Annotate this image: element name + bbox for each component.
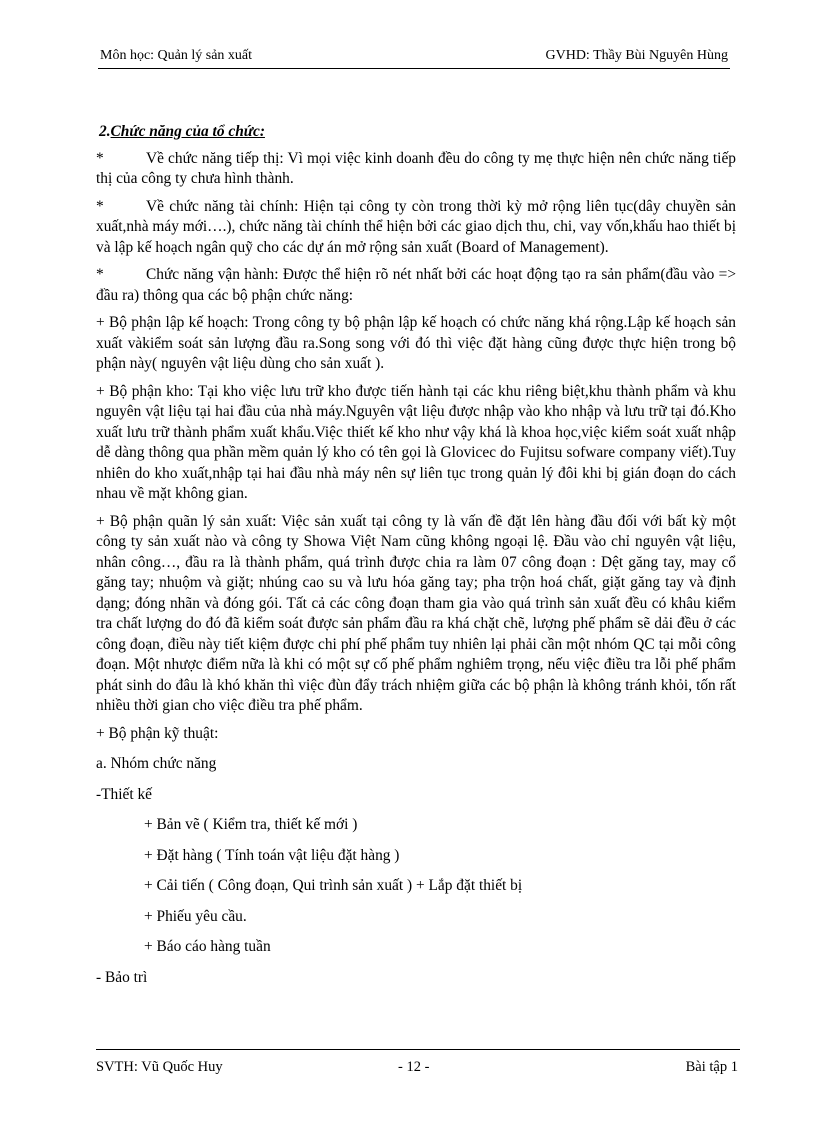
bullet-marker: * bbox=[96, 266, 104, 283]
list-item: -Thiết kế bbox=[96, 785, 152, 803]
page-number: - 12 - bbox=[398, 1059, 430, 1075]
footer-assignment: Bài tập 1 bbox=[685, 1059, 738, 1075]
sub-list-item: + Phiếu yêu cầu. bbox=[144, 907, 247, 925]
paragraph bbox=[96, 149, 736, 190]
sub-list-item: + Báo cáo hàng tuần bbox=[144, 938, 271, 955]
paragraph-text: + Bộ phận kho: Tại kho việc lưu trữ kho được tiến hành tại các khu riêng biệt,khu thành phẩm và khu nguyên vật liệu tại hai đầu của nhà máy.Nguyên vật liệu được nhập vào kho nhập và lưu trữ tại đó.Kho xuất lưu trữ thành phẩm xuất khẩu.Việc thiết kế kho như vậy khá là khoa học,việc kiểm soát xuất nhập dễ dàng thông qua phần mềm quản lý kho có tên gọi là Glovicec do Fujitsu sofware company viết).Tuy nhiên do kho xuất,nhập tại hai đầu nhà máy nên sự liên tục trong quản lý đôi khi bị gián đoạn do cách nhau về mặt không gian. bbox=[96, 382, 736, 502]
list-item: a. Nhóm chức năng bbox=[96, 755, 217, 772]
list-item: - Bảo trì bbox=[96, 968, 148, 986]
paragraph bbox=[96, 512, 736, 717]
paragraph-text: + Bộ phận lập kế hoạch: Trong công ty bộ phận lập kế hoạch có chức năng khá rộng.Lập kế hoạch sản xuất vàkiểm soát sản lượng đầu ra.Song song với đó thì việc đặt hàng cũng được thực hiện trong bộ phận này( nguyên vật liệu dùng cho sản xuất ). bbox=[96, 314, 736, 372]
bullet-marker: * bbox=[96, 149, 104, 167]
list-item: + Bộ phận kỹ thuật: bbox=[96, 724, 219, 742]
sub-list-item: + Bản vẽ ( Kiểm tra, thiết kế mới ) bbox=[144, 816, 358, 833]
header-course: Môn học: Quản lý sản xuất bbox=[100, 48, 253, 63]
page-content bbox=[96, 122, 736, 998]
line-list bbox=[96, 724, 736, 989]
paragraph-list bbox=[96, 149, 736, 717]
paragraph bbox=[96, 265, 736, 306]
paragraph bbox=[96, 197, 736, 259]
paragraph bbox=[96, 313, 736, 375]
paragraph bbox=[96, 382, 736, 505]
section-title: Chức năng của tổ chức: bbox=[110, 123, 265, 140]
paragraph-text: Về chức năng tiếp thị: Vì mọi việc kinh doanh đều do công ty mẹ thực hiện nên chức năng tiếp thị của công ty chưa hình thành. bbox=[96, 149, 736, 187]
paragraph-text: + Bộ phận quãn lý sản xuất: Việc sản xuất tại công ty là vấn đề đặt lên hàng đầu đối với bất kỳ một công ty sản xuất nào và công ty Showa Việt Nam cũng không ngoại lệ. Đầu vào chỉ nguyên vật liệu, nhân công…, đầu ra là thành phẩm, quá trình được chia ra làm 07 công đoạn : Dệt găng tay, may cổ găng tay; nhuộm và giặt; nhúng cao su và lưu hóa găng tay; pha trộn hoá chất, giặt găng tay và định dạng; đóng nhãn và đóng gói. Tất cả các công đoạn tham gia vào quá trình sản xuất đều có khâu kiểm tra chất lượng do đó đã kiểm soát được sản phẩm đầu ra khá chặt chẽ, lượng phế phẩm sẽ dải đều ở các công đoạn, điều này tiết kiệm được chi phí phế phẩm tuy nhiên lại phải cần một nhóm QC tại mỗi công đoạn. Một nhược điểm nữa là khi có một sự cố phế phẩm nghiêm trọng, nếu việc điều tra lỗi phế phẩm phát sinh do đâu là khó khăn thì việc đùn đẩy trách nhiệm giữa các bộ phận là không tránh khỏi, tốn rất nhiều thời gian cho việc điều tra phế phẩm. bbox=[96, 512, 736, 714]
section-number: 2. bbox=[99, 123, 111, 140]
footer-student: SVTH: Vũ Quốc Huy bbox=[96, 1059, 223, 1075]
section-heading bbox=[99, 122, 736, 143]
page-footer bbox=[96, 1049, 740, 1074]
page-header bbox=[98, 48, 730, 69]
header-instructor: GVHD: Thầy Bùi Nguyên Hùng bbox=[545, 48, 728, 63]
paragraph-text: Chức năng vận hành: Được thể hiện rõ nét nhất bởi các hoạt động tạo ra sản phẩm(đầu vào => đầu ra) thông qua các bộ phận chức năng: bbox=[96, 266, 736, 304]
bullet-marker: * bbox=[96, 197, 104, 215]
sub-list-item: + Cải tiến ( Công đoạn, Qui trình sản xuất ) + Lắp đặt thiết bị bbox=[144, 877, 523, 894]
sub-list-item: + Đặt hàng ( Tính toán vật liệu đặt hàng ) bbox=[144, 846, 400, 864]
paragraph-text: Về chức năng tài chính: Hiện tại công ty còn trong thời kỳ mở rộng liên tục(dây chuyền sản xuất,nhà máy mới….), chức năng tài chính thể hiện bởi các giao dịch thu, chi, vay vốn,khấu hao thiết bị và lập kế hoạch ngân quỹ cho các dự án mở rộng sản xuất (Board of Management). bbox=[96, 197, 736, 256]
